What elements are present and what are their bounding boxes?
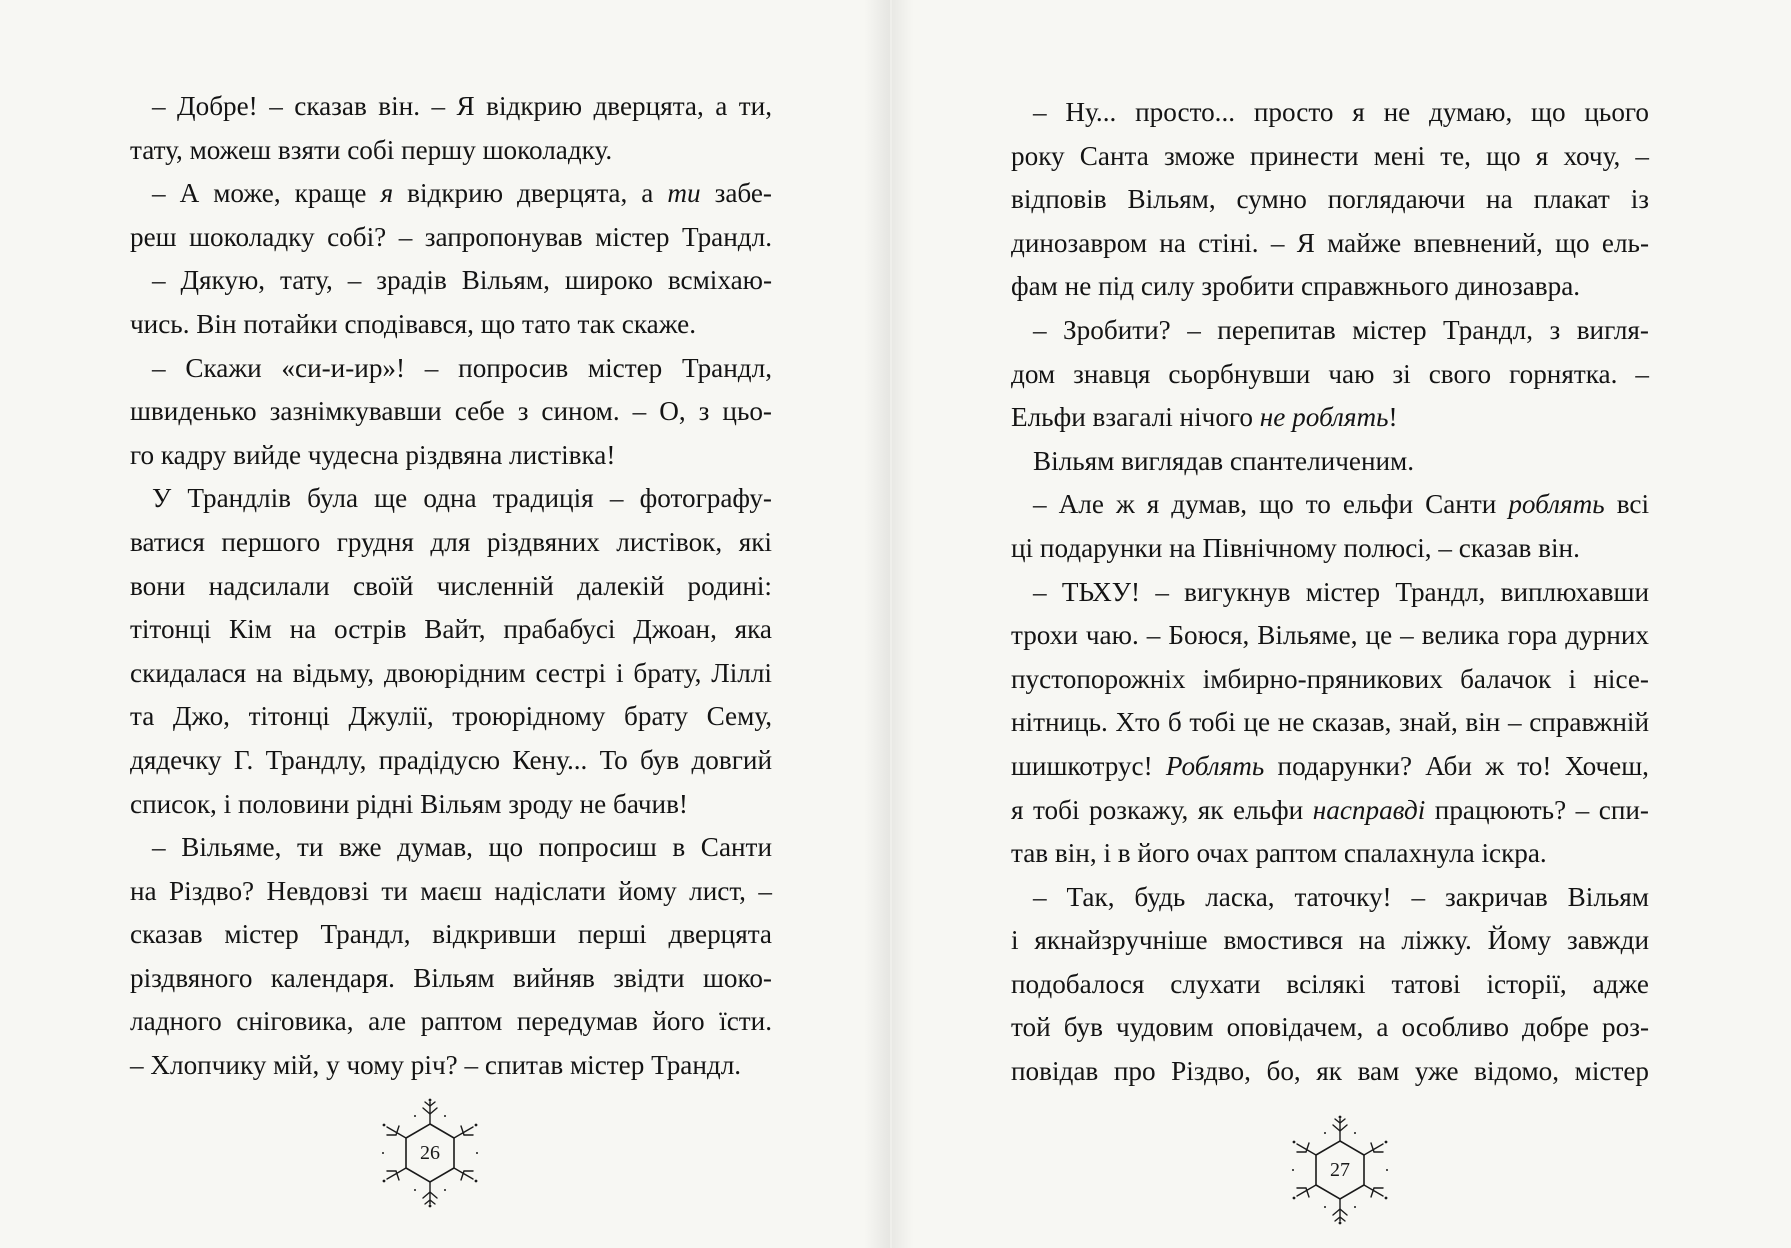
- page-number-ornament-left: [375, 1098, 485, 1208]
- text-line: сказав містер Трандл, відкривши перші дверцята: [130, 919, 772, 950]
- gutter-shadow: [864, 0, 890, 1248]
- text-line: пустопорожніх імбирно-пряникових балачок і нісе-: [1011, 663, 1649, 694]
- text-line: нітниць. Хто б тобі це не сказав, знай, він – справжній: [1011, 707, 1649, 738]
- right-page-text: [1011, 91, 1649, 1094]
- text-line: тітонці Кім на острів Вайт, прабабусі Джоан, яка: [130, 614, 772, 645]
- text-line: – ТЬХУ! – вигукнув містер Трандл, виплюхавши: [1033, 576, 1649, 607]
- text-line: вони надсилали своїй численній далекій родині:: [130, 570, 772, 601]
- text-line: різдвяного календаря. Вільям вийняв звідти шоко-: [130, 962, 772, 993]
- text-line: го кадру вийде чудесна різдвяна листівка!: [130, 439, 616, 470]
- text-line: і якнайзручніше вмостився на ліжку. Йому завжди: [1011, 925, 1649, 956]
- text-fragment: відкрию дверцята, а: [393, 178, 668, 209]
- text-line: ці подарунки на Північному полюсі, – сказав він.: [1011, 532, 1580, 563]
- text-line: швиденько зазнімкувавши себе з сином. – О, з цьо-: [130, 396, 772, 427]
- text-line: – Ну... просто... просто я не думаю, що цього: [1033, 97, 1649, 127]
- italic-emphasis: насправді: [1312, 794, 1426, 825]
- text-line: ватися першого грудня для різдвяних листівок, які: [130, 526, 772, 557]
- text-fragment: забе-: [700, 178, 772, 209]
- text-line: [1011, 745, 1649, 789]
- text-line: відповів Вільям, сумно поглядаючи на плакат із: [1011, 184, 1649, 215]
- text-line: – Зробити? – перепитав містер Трандл, з вигля-: [1033, 314, 1649, 345]
- text-fragment: працюють? – спи-: [1425, 794, 1649, 825]
- text-fragment: !: [1388, 402, 1398, 433]
- text-line: [130, 172, 772, 216]
- page-number-ornament-right: [1285, 1115, 1395, 1225]
- text-line: реш шоколадку собі? – запропонував містер Трандл.: [130, 221, 772, 252]
- text-line: [1011, 483, 1649, 527]
- text-line: – Дякую, тату, – зрадів Вільям, широко всміхаю-: [152, 265, 772, 296]
- text-line: дом знавця сьорбнувши чаю зі свого горнятка. –: [1011, 358, 1649, 389]
- text-line: ладного сніговика, але раптом передумав його їсти.: [130, 1006, 772, 1037]
- text-line: повідав про Різдво, бо, як вам уже відомо, містер: [1011, 1056, 1649, 1087]
- italic-emphasis: Роблять: [1165, 750, 1265, 781]
- text-line: У Трандлів була ще одна традиція – фотографу-: [152, 483, 772, 514]
- text-fragment: – Але ж я думав, що то ельфи Санти: [1033, 489, 1509, 520]
- italic-emphasis: я: [380, 178, 394, 209]
- left-page-text: [130, 85, 772, 1088]
- text-line: – Хлопчику мій, у чому річ? – спитав містер Трандл.: [130, 1050, 742, 1081]
- text-line: подобалося слухати всілякі татові історії, адже: [1011, 968, 1649, 999]
- text-line: фам не під силу зробити справжнього динозавра.: [1011, 271, 1581, 302]
- text-line: року Санта зможе принести мені те, що я хочу, –: [1011, 140, 1649, 171]
- text-line: тав він, і в його очах раптом спалахнула іскра.: [1011, 838, 1547, 869]
- text-line: той був чудовим оповідачем, а особливо добре роз-: [1011, 1012, 1649, 1043]
- text-line: [1011, 789, 1649, 833]
- left-page: [0, 0, 890, 1248]
- text-line: трохи чаю. – Боюся, Вільяме, це – велика гора дурних: [1011, 620, 1649, 651]
- text-fragment: шишкотрус!: [1011, 750, 1166, 781]
- text-line: динозавром на стіні. – Я майже впевнений, що ель-: [1011, 227, 1649, 258]
- text-fragment: подарунки? Аби ж то! Хочеш,: [1264, 750, 1649, 781]
- gutter-shadow: [892, 0, 914, 1248]
- page-number: 27: [1330, 1159, 1350, 1181]
- text-line: – Так, будь ласка, таточку! – закричав Вільям: [1033, 881, 1649, 912]
- text-line: та Джо, тітонці Джулії, троюрідному брату Сему,: [130, 701, 772, 732]
- text-fragment: всі: [1604, 489, 1649, 520]
- italic-emphasis: не роблять: [1259, 402, 1389, 433]
- text-line: список, і половини рідні Вільям зроду не бачив!: [130, 788, 688, 819]
- text-line: дядечку Г. Трандлу, прадідусю Кену... То був довгий: [130, 744, 772, 775]
- text-line: [1011, 396, 1649, 440]
- right-page: [892, 0, 1791, 1248]
- text-line: чись. Він потайки сподівався, що тато так скаже.: [130, 308, 697, 339]
- text-fragment: Ельфи взагалі нічого: [1011, 402, 1260, 433]
- text-line: Вільям виглядав спантеличеним.: [1033, 445, 1415, 476]
- text-fragment: – А може, краще: [152, 178, 381, 209]
- italic-emphasis: роблять: [1508, 489, 1605, 520]
- text-line: – Скажи «си-и-ир»! – попросив містер Трандл,: [152, 352, 772, 383]
- text-line: на Різдво? Невдовзі ти маєш надіслати йому лист, –: [130, 875, 772, 906]
- page-number: 26: [420, 1142, 440, 1164]
- text-line: – Добре! – сказав він. – Я відкрию дверцята, а ти,: [152, 91, 772, 121]
- text-fragment: я тобі розкажу, як ельфи: [1011, 794, 1313, 825]
- text-line: тату, можеш взяти собі першу шоколадку.: [130, 134, 613, 165]
- italic-emphasis: ти: [667, 178, 701, 209]
- text-line: – Вільяме, ти вже думав, що попросиш в Санти: [152, 832, 772, 863]
- text-line: скидалася на відьму, двоюрідним сестрі і брату, Ліллі: [130, 657, 772, 688]
